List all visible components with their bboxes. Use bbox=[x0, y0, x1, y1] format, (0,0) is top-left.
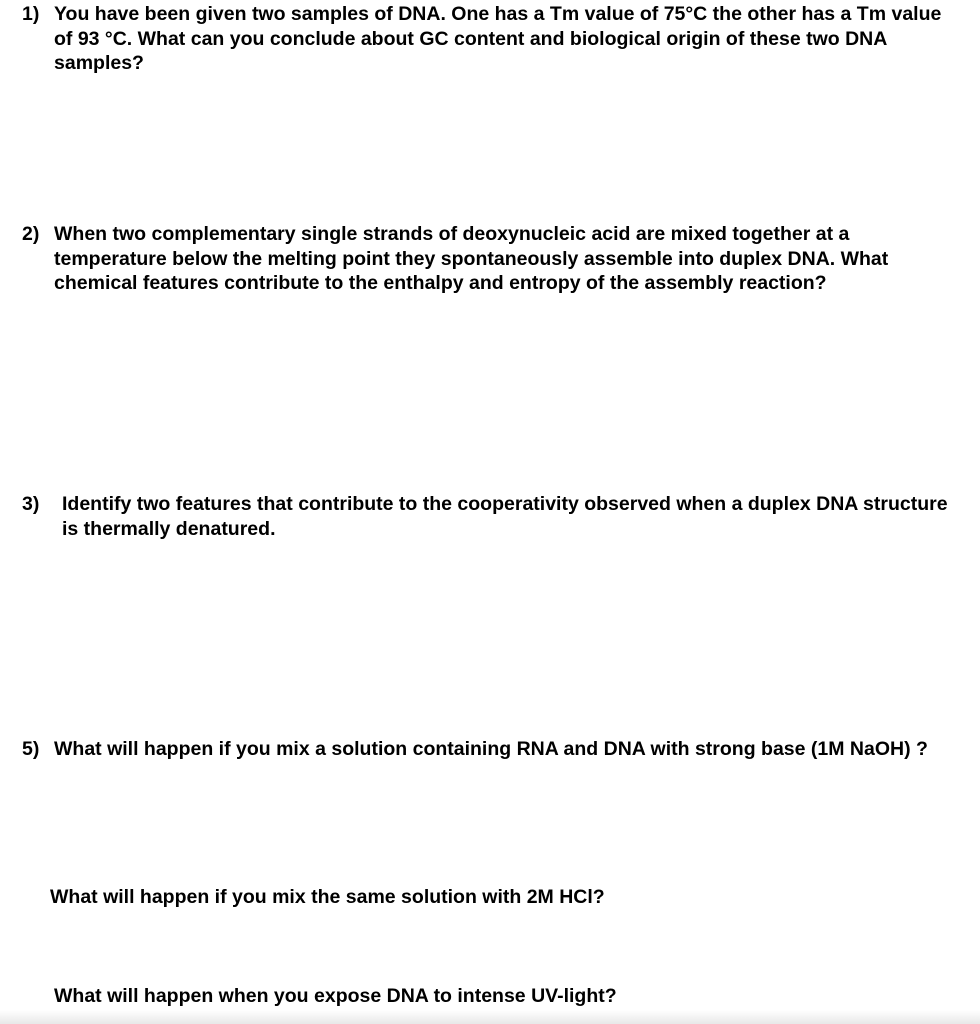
question-1-text: You have been given two samples of DNA. One has a Tm value of 75°C the other has a Tm value of 93 °C. What can you conclude about GC content and biological origin of these two DNA samples? bbox=[54, 3, 942, 74]
question-3-number: 3) bbox=[22, 493, 40, 515]
question-3-text: Identify two features that contribute to the cooperativity observed when a duplex DNA structure is thermally denatured. bbox=[62, 493, 948, 540]
question-2-text: When two complementary single strands of deoxynucleic acid are mixed together at a temperature below the melting point they spontaneously assemble into duplex DNA. What chemical features contribute to the enthalpy and entropy of the assembly reaction? bbox=[54, 223, 889, 294]
question-3 bbox=[22, 492, 950, 541]
question-2-number: 2) bbox=[22, 223, 40, 245]
question-5 bbox=[22, 737, 950, 762]
sub-question-acid: What will happen if you mix the same solution with 2M HCl? bbox=[50, 886, 605, 908]
question-1 bbox=[22, 2, 950, 76]
question-5-number: 5) bbox=[22, 738, 40, 760]
sub-question-uv: What will happen when you expose DNA to intense UV-light? bbox=[54, 985, 617, 1007]
page-bottom-shadow bbox=[0, 1010, 980, 1024]
question-1-number: 1) bbox=[22, 3, 40, 25]
question-5-text: What will happen if you mix a solution containing RNA and DNA with strong base (1M NaOH) ? bbox=[54, 738, 928, 760]
question-2 bbox=[22, 222, 950, 296]
